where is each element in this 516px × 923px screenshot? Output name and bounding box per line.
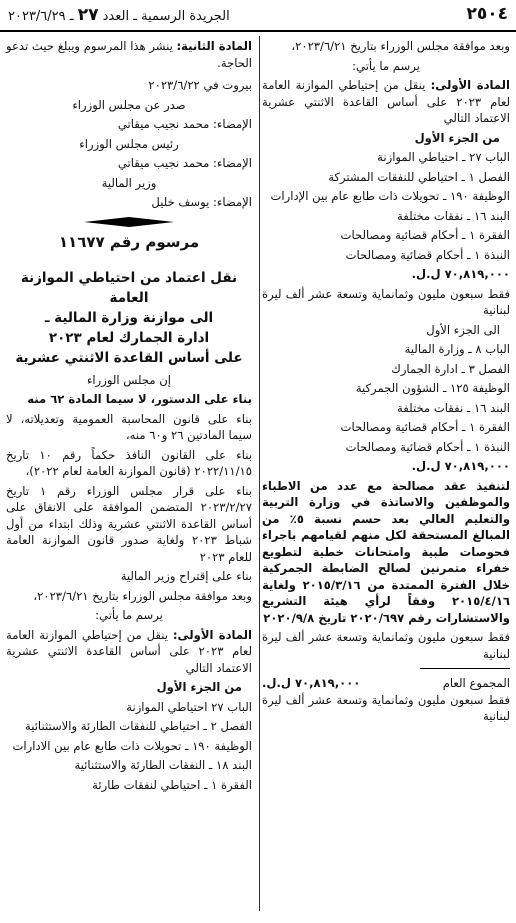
preamble-clause: بناء على قرار مجلس الوزراء رقم ١ تاريخ ٢٠٢٣/٢/٢٧ المتضمن الموافقة على الانفاق على أساس القاعدة الاثنتي عشرية وذلك ابتداء من أول شباط ٢٠٢٣ ولغاية صدور قانون الموازنة العامة للعام ٢٠٢٣ — [6, 483, 253, 564]
article-1 — [262, 77, 510, 127]
preamble-clause: بناء على إقتراح وزير المالية — [120, 569, 252, 583]
total-row — [262, 675, 510, 692]
budget-line: النبذة ١ ـ أحكام قضائية ومصالحات — [345, 247, 510, 262]
approval-text: وبعد موافقة مجلس الوزراء بتاريخ ٢٠٢٣/٦/٢١، — [291, 39, 510, 53]
decrees-text: يرسم ما يأتي: — [352, 58, 420, 73]
article-2-heading: المادة الثانية: — [176, 39, 252, 53]
budget-line: الفقرة ١ ـ أحكام قضائية ومصالحات — [340, 420, 510, 434]
place-date: بيروت في ٢٠٢٣/٦/٢٢ — [148, 78, 252, 92]
budget-line: الباب ٢٧ ـ احتياطي الموازنة — [377, 150, 510, 164]
amount: ٧٠,٨١٩,٠٠٠ ل.ل. — [411, 459, 510, 473]
gazette-name: الجريدة الرسمية ـ العدد — [102, 9, 230, 24]
article-1-text: ينقل من إحتياطي الموازنة العامة لعام ٢٠٢٣ على أساس القاعدة الاثنتي عشرية الاعتماد التالي — [6, 627, 252, 675]
minister-title: وزير المالية — [101, 175, 157, 190]
signature: الإمضاء: محمد نجيب ميقاتي — [117, 117, 252, 131]
amount: ٧٠,٨١٩,٠٠٠ ل.ل. — [411, 267, 510, 281]
to-part-heading: الى الجزء الأول — [426, 322, 500, 337]
page-header — [0, 0, 516, 32]
prime-minister-title: رئيس مجلس الوزراء — [79, 136, 179, 151]
budget-line: البند ١٨ ـ النفقات الطارئة والاستثنائية — [74, 758, 252, 772]
from-part-heading: من الجزء الأول — [414, 130, 500, 145]
decree-subtitle-line: الى موازنة وزارة المالية ـ — [44, 309, 214, 326]
budget-line: الوظيفة ١٩٠ ـ تحويلات ذات طابع عام بين الادارات — [12, 738, 252, 753]
article-1-text: ينقل من إحتياطي الموازنة العامة لعام ٢٠٢٣ على أساس القاعدة الاثنتي عشرية الاعتماد التالي — [262, 78, 511, 125]
article-1-heading: المادة الأولى: — [172, 627, 252, 642]
total-label: المجموع العام — [442, 676, 510, 690]
page-number: ٢٥٠٤ — [466, 4, 508, 24]
gazette-title — [8, 5, 230, 25]
decree-subtitle-line: ادارة الجمارك لعام ٢٠٢٣ — [48, 329, 210, 346]
amount-in-words: فقط سبعون مليون وثمانماية وتسعة عشر ألف ليرة لبنانية — [262, 692, 510, 723]
budget-line: الفقرة ١ ـ أحكام قضائية ومصالحات — [340, 228, 510, 242]
issued-by: صدر عن مجلس الوزراء — [72, 97, 186, 112]
decree-subtitle-line: على أساس القاعدة الاثنتي عشرية — [15, 349, 243, 366]
preamble-clause: بناء على القانون النافذ حكماً رقم ١٠ تاريخ ٢٠٢٢/١١/١٥ (قانون الموازنة العامة لعام ٢٠٢٢)، — [6, 447, 252, 478]
article-2-text: ينشر هذا المرسوم ويبلغ حيث تدعو الحاجة. — [6, 39, 252, 70]
preamble-clause: بناء على قانون المحاسبة العمومية وتعديلاته، لا سيما المادتين ٢٦ و٦٠ منه، — [6, 411, 252, 442]
total-amount: ٧٠,٨١٩,٠٠٠ ل.ل. — [262, 676, 361, 690]
budget-line: الباب ٨ ـ وزارة المالية — [404, 342, 510, 356]
right-column — [262, 38, 510, 728]
column-divider — [259, 36, 260, 911]
budget-line: الفصل ٢ ـ احتياطي للنفقات الطارئة والاستثنائية — [24, 719, 252, 733]
council-text: إن مجلس الوزراء — [86, 372, 172, 387]
decree-subtitle-line: نقل اعتماد من احتياطي الموازنة العامة — [20, 269, 238, 306]
from-part-heading: من الجزء الأول — [156, 680, 242, 694]
budget-line: الفقرة ١ ـ احتياطي لنفقات طارئة — [92, 777, 252, 792]
preamble-clause: بناء على الدستور، لا سيما المادة ٦٢ منه — [27, 392, 252, 406]
article-1 — [6, 627, 252, 677]
left-column — [6, 38, 252, 796]
budget-line: البند ١٦ ـ نفقات مختلفة — [397, 208, 510, 223]
budget-line: الوظيفة ١٢٥ ـ الشؤون الجمركية — [355, 381, 510, 395]
decrees-text: يرسم ما يأتي: — [95, 608, 163, 622]
signature: الإمضاء: يوسف خليل — [151, 195, 252, 209]
issue-date: ـ ٢٠٢٣/٦/٢٩ — [8, 9, 74, 24]
budget-line: النبذة ١ ـ أحكام قضائية ومصالحات — [345, 439, 510, 454]
total-rule — [420, 668, 510, 669]
issue-number: ٢٧ — [77, 5, 99, 25]
article-1-heading: المادة الأولى: — [430, 78, 510, 92]
budget-line: الفصل ٣ ـ ادارة الجمارك — [391, 361, 510, 376]
budget-line: الباب ٢٧ احتياطي الموازنة — [126, 699, 252, 714]
article-2 — [6, 38, 252, 71]
budget-line: البند ١٦ ـ نفقات مختلفة — [397, 400, 510, 415]
ornament-icon — [84, 217, 174, 227]
decree-title: مرسوم رقم ١١٦٧٧ — [58, 232, 200, 251]
amount-in-words: فقط سبعون مليون وثمانماية وتسعة عشر ألف ليرة لبنانية — [262, 630, 510, 661]
approval-text: وبعد موافقة مجلس الوزراء بتاريخ ٢٠٢٣/٦/٢١، — [33, 588, 252, 603]
amount-in-words: فقط سبعون مليون وثمانماية وتسعة عشر ألف ليرة لبنانية — [262, 286, 510, 317]
signature: الإمضاء: محمد نجيب ميقاتي — [117, 156, 252, 170]
section-ornament — [6, 217, 252, 227]
purpose-text: لتنفيذ عقد مصالحة مع عدد من الاطباء والموظفين والاساتذة في وزارة التربية والتعليم العالي بعد حسم نسبة ٥٪ من المبالغ المستحقة لكل منهم لقيامهم باجراء فحوصات طبية وامتحانات خطية لتطويع خفراء متمرنين لصالح الضابطة الجمركية خلال الفترة الممتدة من ٢٠١٥/٣/١٦ ولغاية ٢٠١٥/٤/١٦ وفقاً لرأي هيئة التشريع والاستشارات رقم ٢٠٢٠/٦٩٧ تاريخ ٢٠٢٠/٩/٨ — [262, 478, 510, 625]
budget-line: الفصل ١ ـ احتياطي للنفقات المشتركة — [328, 169, 510, 184]
budget-line: الوظيفة ١٩٠ ـ تحويلات ذات طابع عام بين الإدارات — [270, 189, 510, 203]
